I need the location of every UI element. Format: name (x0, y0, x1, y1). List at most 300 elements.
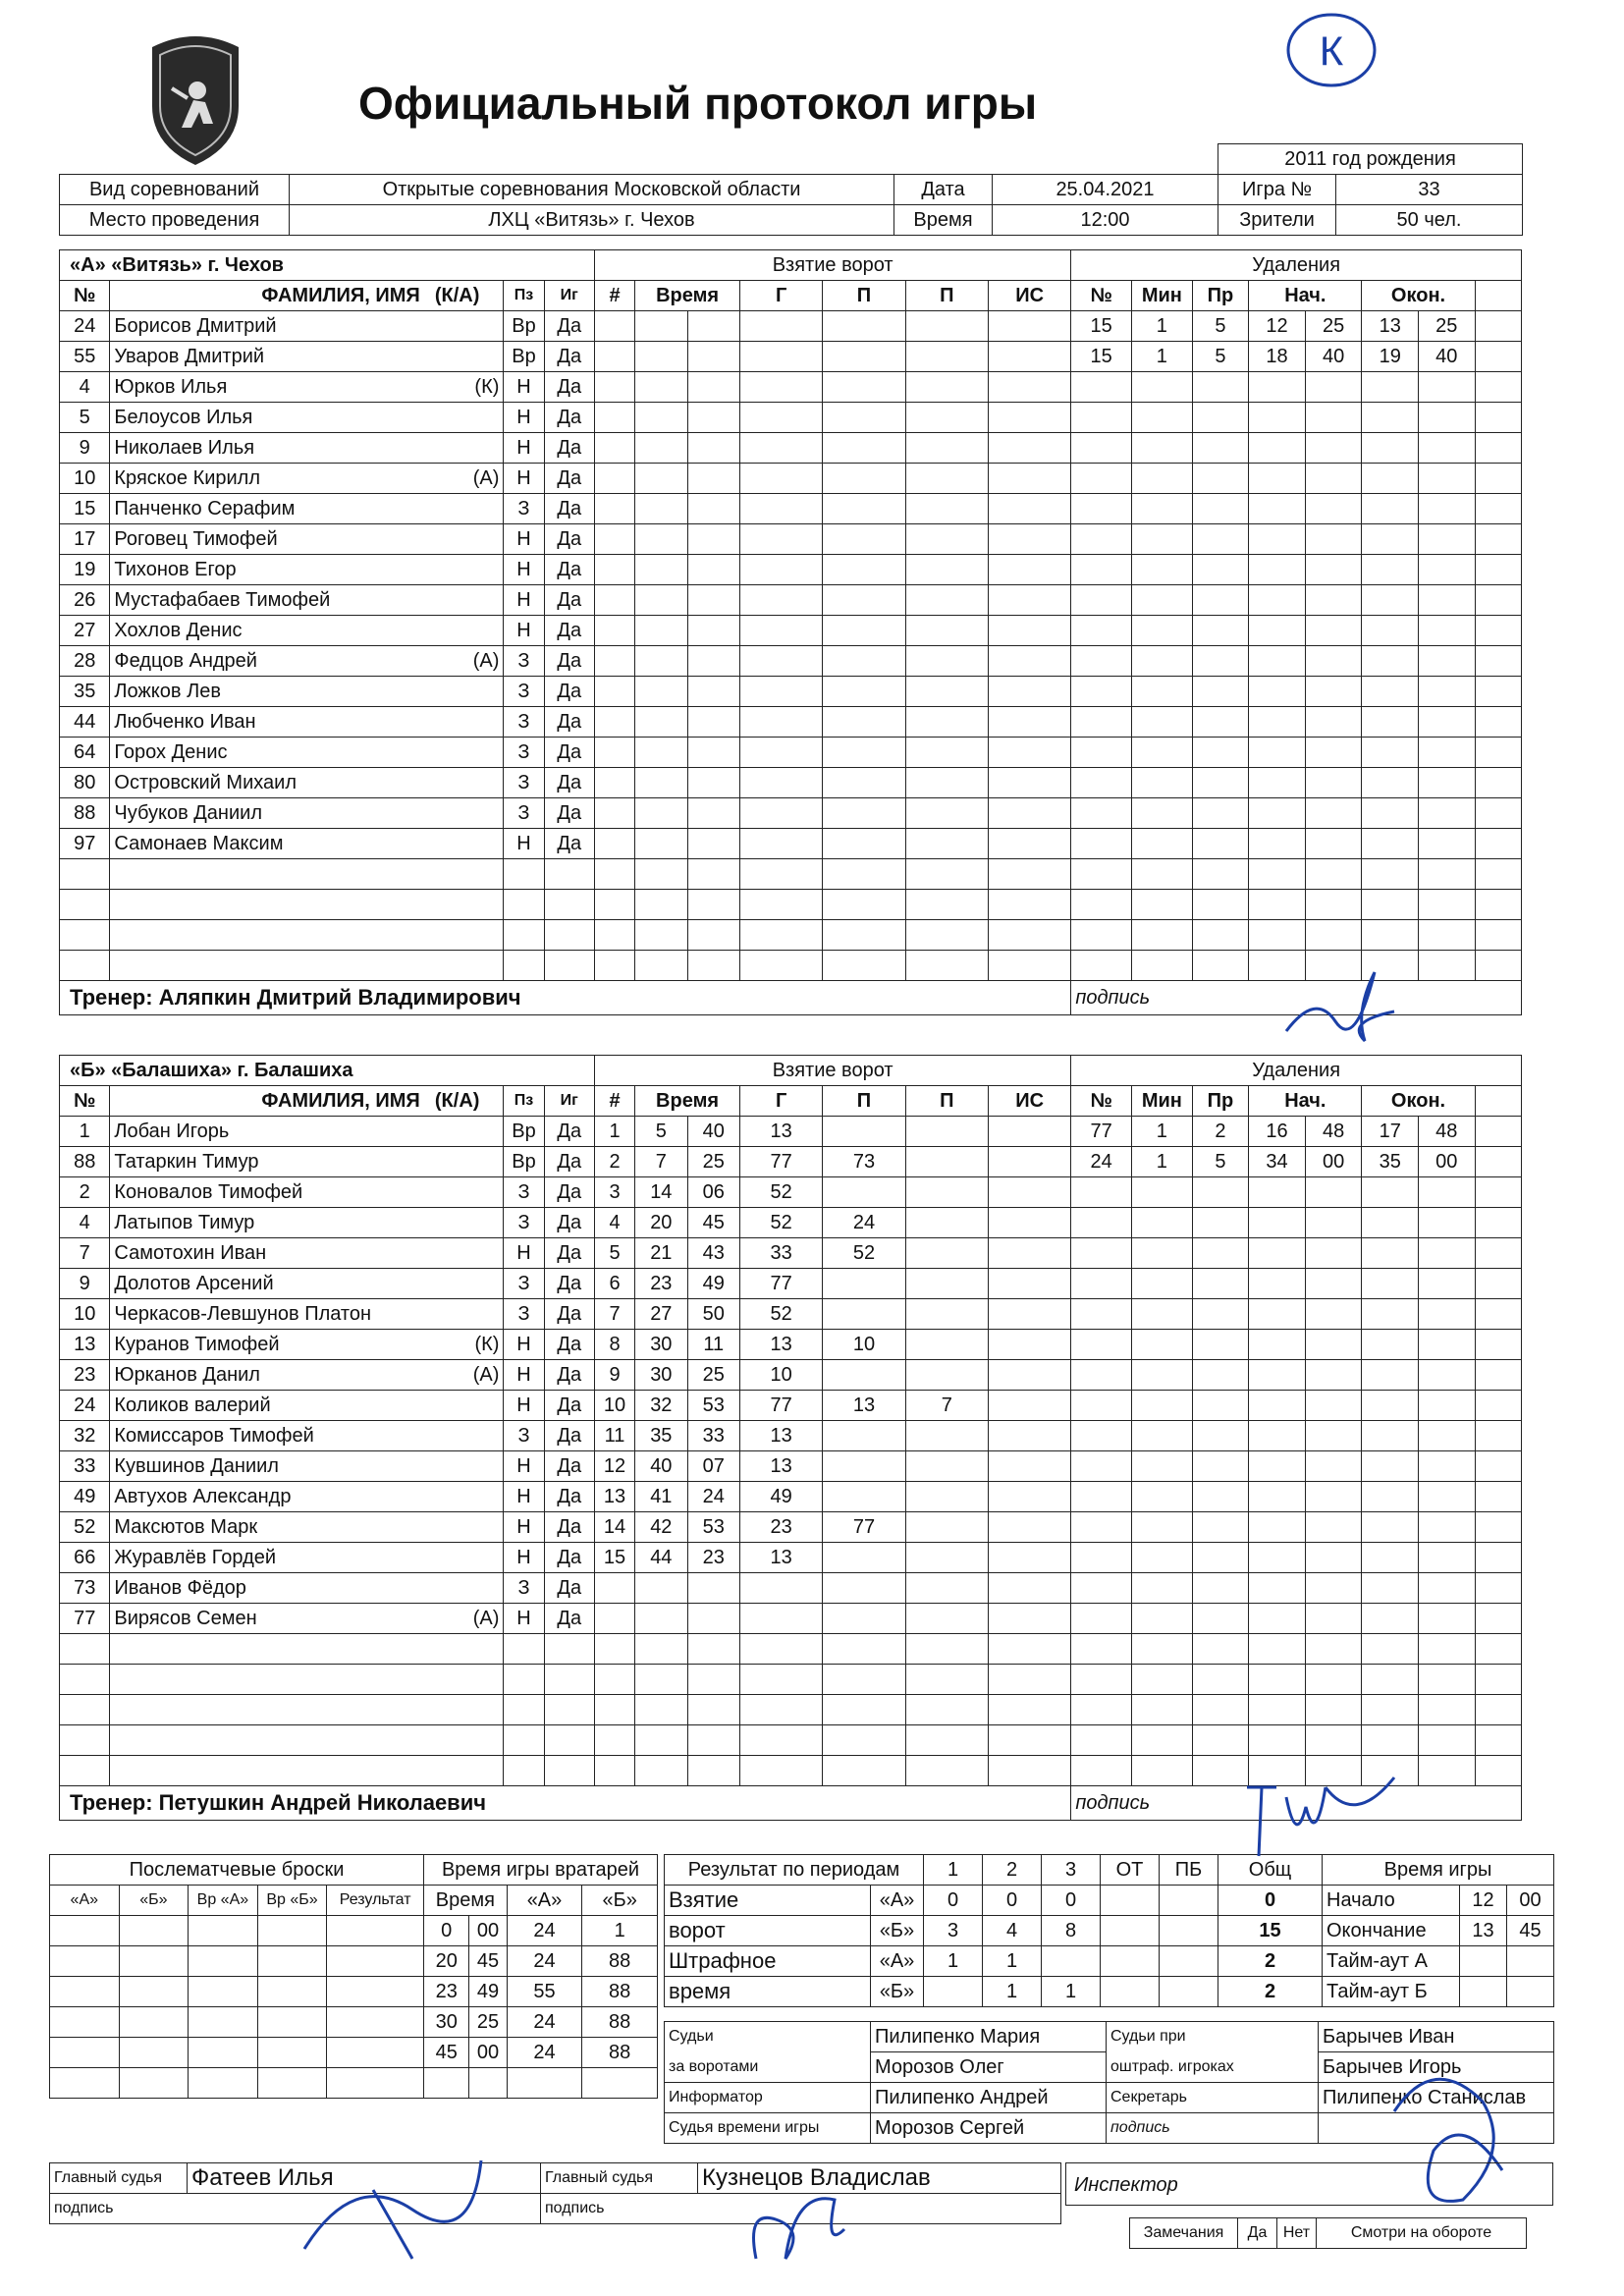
empty-cell (594, 920, 634, 951)
period-value: 1 (983, 1977, 1042, 2007)
player-position: Н (504, 524, 544, 555)
empty-cell (635, 1725, 687, 1756)
empty-cell (988, 1604, 1070, 1634)
table-row (60, 464, 1522, 494)
player-played: Да (544, 524, 594, 555)
empty-cell (1192, 403, 1249, 433)
goal-second: 07 (687, 1451, 739, 1482)
empty-cell (1419, 403, 1476, 433)
table-row (60, 555, 1522, 585)
empty-cell (544, 1634, 594, 1665)
empty-cell (1249, 403, 1306, 433)
player-position: Н (504, 372, 544, 403)
empty-cell (1419, 951, 1476, 981)
period-value: 1 (924, 1946, 983, 1977)
period-value (1101, 1977, 1160, 2007)
goal-assist-2 (905, 1330, 988, 1360)
empty-cell (988, 1695, 1070, 1725)
empty-cell (740, 829, 823, 859)
empty-cell (1192, 616, 1249, 646)
player-role: (К) (474, 1334, 500, 1355)
pen-judges-label-2: оштраф. игроках (1107, 2052, 1319, 2083)
goal-number: 1 (594, 1117, 634, 1147)
col-assist-2: П (905, 281, 988, 311)
empty-cell (1071, 494, 1132, 524)
empty-cell (594, 707, 634, 738)
goal-second: 50 (687, 1299, 739, 1330)
empty-cell (823, 494, 905, 524)
empty-cell (635, 768, 687, 798)
empty-cell (1192, 646, 1249, 677)
empty-cell (1475, 951, 1521, 981)
empty-cell (257, 1977, 327, 2007)
empty-cell (1071, 1695, 1132, 1725)
gk-minute: 20 (424, 1946, 469, 1977)
empty-cell (1419, 768, 1476, 798)
pen-start-min: 16 (1249, 1117, 1306, 1147)
chief-judge-2: Кузнецов Владислав (698, 2163, 1061, 2194)
player-name-cell (110, 585, 504, 616)
player-name: Борисов Дмитрий (114, 315, 277, 337)
empty-cell (424, 2068, 469, 2099)
empty-cell (988, 920, 1070, 951)
empty-cell (687, 677, 739, 707)
goal-judge-1: Пилипенко Мария (871, 2022, 1107, 2052)
player-number: 73 (60, 1573, 110, 1604)
empty-cell (905, 524, 988, 555)
empty-cell (1362, 859, 1419, 890)
empty-cell (1475, 829, 1521, 859)
table-row (60, 494, 1522, 524)
goal-number: 12 (594, 1451, 634, 1482)
empty-cell (687, 494, 739, 524)
player-played: Да (544, 1573, 594, 1604)
empty-cell (1249, 1330, 1306, 1360)
see-back: Смотри на обороте (1317, 2218, 1527, 2249)
goal-minute: 7 (635, 1147, 687, 1177)
player-position: Вр (504, 1117, 544, 1147)
goal-is (988, 1208, 1070, 1238)
empty-cell (635, 738, 687, 768)
goal-number: 10 (594, 1391, 634, 1421)
goal-assist-2 (905, 1238, 988, 1269)
empty-cell (823, 920, 905, 951)
empty-cell (1249, 768, 1306, 798)
empty-cell (544, 1695, 594, 1725)
game-time-table (1322, 1854, 1554, 2007)
empty-cell (1132, 1634, 1193, 1665)
empty-cell (60, 890, 110, 920)
empty-cell (60, 859, 110, 890)
empty-cell (1362, 1360, 1419, 1391)
empty-cell (1419, 1482, 1476, 1512)
empty-cell (1475, 1421, 1521, 1451)
empty-cell (594, 585, 634, 616)
empty-cell (1249, 707, 1306, 738)
player-name-cell (110, 1482, 504, 1512)
empty-cell (905, 555, 988, 585)
pen-end-sec: 40 (1419, 342, 1476, 372)
empty-cell (582, 2068, 658, 2099)
empty-cell (327, 2068, 424, 2099)
empty-cell (988, 646, 1070, 677)
empty-cell (1475, 798, 1521, 829)
goal-assist-1 (823, 1543, 905, 1573)
col-pen-min: Мин (1132, 1086, 1193, 1117)
table-row (60, 433, 1522, 464)
empty-cell (1132, 646, 1193, 677)
empty-cell (504, 1756, 544, 1786)
date-label: Дата (894, 175, 993, 205)
empty-cell (1192, 555, 1249, 585)
empty-cell (635, 1665, 687, 1695)
empty-cell (1305, 1421, 1362, 1451)
player-name: Белоусов Илья (114, 407, 253, 428)
empty-cell (823, 555, 905, 585)
empty-cell (110, 1756, 504, 1786)
empty-cell (905, 798, 988, 829)
empty-cell (905, 1725, 988, 1756)
coach-sign-label: подпись (1071, 981, 1522, 1015)
player-name-cell (110, 616, 504, 646)
col-pen-num: № (1071, 281, 1132, 311)
empty-cell (1305, 1512, 1362, 1543)
empty-cell (635, 585, 687, 616)
empty-cell (1132, 1421, 1193, 1451)
table-row (60, 1512, 1522, 1543)
table-row (60, 890, 1522, 920)
player-played: Да (544, 1543, 594, 1573)
player-name-cell (110, 494, 504, 524)
empty-cell (687, 646, 739, 677)
table-row (60, 1360, 1522, 1391)
player-number: 4 (60, 1208, 110, 1238)
player-played: Да (544, 1451, 594, 1482)
empty-cell (635, 433, 687, 464)
player-position: З (504, 1208, 544, 1238)
player-name: Николаев Илья (114, 437, 255, 459)
goal-number: 4 (594, 1208, 634, 1238)
player-name: Вирясов Семен (114, 1608, 257, 1629)
empty-cell (988, 707, 1070, 738)
empty-cell (823, 372, 905, 403)
header-table (59, 143, 1523, 236)
goal-scorer: 77 (740, 1269, 823, 1299)
empty-cell (1071, 829, 1132, 859)
empty-cell (905, 494, 988, 524)
empty-cell (1305, 859, 1362, 890)
goal-number: 8 (594, 1330, 634, 1360)
empty-cell (1475, 494, 1521, 524)
empty-cell (1071, 1451, 1132, 1482)
pen-start-min: 18 (1249, 342, 1306, 372)
goal-minute: 14 (635, 1177, 687, 1208)
empty-cell (988, 738, 1070, 768)
empty-cell (1475, 1482, 1521, 1512)
period-value (1160, 1977, 1218, 2007)
player-played: Да (544, 768, 594, 798)
empty-cell (988, 342, 1070, 372)
empty-cell (1362, 524, 1419, 555)
empty-cell (1132, 1330, 1193, 1360)
empty-cell (469, 2068, 507, 2099)
player-position: З (504, 1421, 544, 1451)
empty-cell (1132, 1269, 1193, 1299)
table-row (60, 403, 1522, 433)
goal-minute: 21 (635, 1238, 687, 1269)
empty-cell (594, 494, 634, 524)
empty-cell (1362, 1421, 1419, 1451)
empty-cell (1071, 1725, 1132, 1756)
empty-cell (1249, 1269, 1306, 1299)
player-played: Да (544, 1604, 594, 1634)
player-played: Да (544, 1117, 594, 1147)
gk-a: 24 (507, 1946, 582, 1977)
empty-cell (1362, 1177, 1419, 1208)
goal-assist-2 (905, 1482, 988, 1512)
player-position: Вр (504, 311, 544, 342)
col-goal-no: # (594, 281, 634, 311)
empty-cell (1475, 1634, 1521, 1665)
empty-cell (988, 555, 1070, 585)
empty-cell (740, 1573, 823, 1604)
empty-cell (1249, 677, 1306, 707)
officials-table (664, 2021, 1554, 2144)
table-row (60, 1330, 1522, 1360)
empty-cell (1419, 1665, 1476, 1695)
empty-cell (1249, 616, 1306, 646)
empty-cell (635, 524, 687, 555)
empty-cell (189, 1946, 258, 1977)
empty-cell (1132, 1695, 1193, 1725)
player-position: Н (504, 585, 544, 616)
empty-cell (1071, 798, 1132, 829)
player-position: З (504, 1299, 544, 1330)
empty-cell (1475, 1604, 1521, 1634)
row-team: «А» (871, 1886, 924, 1916)
empty-cell (1419, 1269, 1476, 1299)
goal-number: 7 (594, 1299, 634, 1330)
empty-cell (1475, 1451, 1521, 1482)
empty-cell (687, 738, 739, 768)
goal-second: 11 (687, 1330, 739, 1360)
empty-cell (635, 829, 687, 859)
gk-col-b: «Б» (582, 1886, 658, 1916)
pen-reason: 5 (1192, 1147, 1249, 1177)
player-number: 32 (60, 1421, 110, 1451)
empty-cell (594, 1756, 634, 1786)
periods-table (664, 1854, 1323, 2007)
informer-label: Информатор (665, 2083, 871, 2113)
empty-cell (1362, 1269, 1419, 1299)
goal-second: 40 (687, 1117, 739, 1147)
empty-cell (1362, 616, 1419, 646)
empty-cell (823, 1665, 905, 1695)
empty-cell (635, 707, 687, 738)
goal-assist-2 (905, 1147, 988, 1177)
table-row (60, 1695, 1522, 1725)
empty-cell (1507, 1946, 1554, 1977)
player-role: (А) (472, 1608, 500, 1629)
remarks-no: Нет (1277, 2218, 1317, 2249)
goal-scorer: 13 (740, 1421, 823, 1451)
table-row (60, 1208, 1522, 1238)
empty-cell (50, 2007, 120, 2038)
gk-a: 24 (507, 1916, 582, 1946)
empty-cell (119, 1916, 189, 1946)
empty-cell (1475, 433, 1521, 464)
empty-cell (635, 616, 687, 646)
col-goal-scorer: Г (740, 281, 823, 311)
table-row (60, 1421, 1522, 1451)
empty-cell (740, 920, 823, 951)
empty-cell (1305, 433, 1362, 464)
row-label: Штрафное (665, 1946, 871, 1977)
pen-judge-2: Барычев Игорь (1319, 2052, 1554, 2083)
pen-number: 15 (1071, 311, 1132, 342)
empty-cell (1249, 1238, 1306, 1269)
empty-cell (635, 1756, 687, 1786)
empty-cell (687, 1665, 739, 1695)
empty-cell (988, 464, 1070, 494)
empty-cell (905, 1604, 988, 1634)
empty-cell (1305, 1695, 1362, 1725)
table-row (60, 920, 1522, 951)
empty-cell (594, 798, 634, 829)
empty-cell (1249, 494, 1306, 524)
empty-cell (257, 2068, 327, 2099)
goal-second: 23 (687, 1543, 739, 1573)
player-played: Да (544, 494, 594, 524)
empty-cell (740, 555, 823, 585)
empty-cell (544, 920, 594, 951)
empty-cell (1362, 1451, 1419, 1482)
chief-judge-2-label: Главный судья (541, 2163, 698, 2194)
empty-cell (740, 464, 823, 494)
table-row (50, 2038, 658, 2068)
empty-cell (1192, 1543, 1249, 1573)
empty-cell (823, 951, 905, 981)
empty-cell (1362, 1573, 1419, 1604)
player-name: Островский Михаил (114, 772, 297, 793)
goal-number: 6 (594, 1269, 634, 1299)
goal-is (988, 1360, 1070, 1391)
table-row (60, 1177, 1522, 1208)
empty-cell (1132, 707, 1193, 738)
empty-cell (1305, 494, 1362, 524)
player-played: Да (544, 1512, 594, 1543)
table-row (60, 1147, 1522, 1177)
empty-cell (823, 585, 905, 616)
player-name: Долотов Арсений (114, 1273, 274, 1294)
empty-cell (1071, 951, 1132, 981)
secretary-name: Пилипенко Станислав (1319, 2083, 1554, 2113)
col-goal-no: # (594, 1086, 634, 1117)
empty-cell (905, 768, 988, 798)
period-value (1160, 1886, 1218, 1916)
empty-cell (544, 1756, 594, 1786)
empty-cell (905, 920, 988, 951)
empty-cell (1362, 494, 1419, 524)
empty-cell (1071, 1665, 1132, 1695)
empty-cell (1192, 1634, 1249, 1665)
empty-cell (1192, 1451, 1249, 1482)
player-played: Да (544, 1147, 594, 1177)
goal-number: 15 (594, 1543, 634, 1573)
col-ka: (К/А) (434, 1090, 480, 1112)
table-row (60, 646, 1522, 677)
chief-judges-table (49, 2162, 1061, 2224)
gk-minute: 30 (424, 2007, 469, 2038)
player-name-cell (110, 1177, 504, 1208)
player-played: Да (544, 1269, 594, 1299)
empty-cell (50, 1916, 120, 1946)
goal-number: 9 (594, 1360, 634, 1391)
empty-cell (110, 1634, 504, 1665)
empty-cell (50, 1946, 120, 1977)
gk-second: 00 (469, 2038, 507, 2068)
empty-cell (1419, 1238, 1476, 1269)
empty-cell (988, 951, 1070, 981)
goal-is (988, 1482, 1070, 1512)
stamp-letter: К (1319, 27, 1344, 74)
penalties-header: Удаления (1071, 250, 1522, 281)
goal-assist-1 (823, 1482, 905, 1512)
empty-cell (1071, 1573, 1132, 1604)
empty-cell (60, 1665, 110, 1695)
player-number: 66 (60, 1543, 110, 1573)
empty-cell (905, 342, 988, 372)
gk-b: 1 (582, 1916, 658, 1946)
goal-assist-1 (823, 1177, 905, 1208)
timekeeper-label: Судья времени игры (665, 2113, 871, 2144)
empty-cell (1132, 1725, 1193, 1756)
table-row (60, 1634, 1522, 1665)
empty-cell (1419, 1543, 1476, 1573)
empty-cell (687, 403, 739, 433)
empty-cell (823, 1634, 905, 1665)
player-name: Тихонов Егор (114, 559, 237, 580)
empty-cell (1475, 738, 1521, 768)
goal-assist-1: 10 (823, 1330, 905, 1360)
pen-end-sec: 00 (1419, 1147, 1476, 1177)
empty-cell (1192, 1391, 1249, 1421)
empty-cell (1071, 646, 1132, 677)
table-row (60, 311, 1522, 342)
empty-cell (594, 403, 634, 433)
goal-assist-1: 13 (823, 1391, 905, 1421)
table-row (60, 524, 1522, 555)
player-played: Да (544, 585, 594, 616)
empty-cell (110, 1695, 504, 1725)
empty-cell (189, 1977, 258, 2007)
team-b-block (59, 1055, 1522, 1821)
empty-cell (189, 2007, 258, 2038)
empty-cell (1362, 646, 1419, 677)
col-ig: Иг (544, 1086, 594, 1117)
player-position: Н (504, 1330, 544, 1360)
empty-cell (1362, 1543, 1419, 1573)
player-position: Н (504, 1482, 544, 1512)
player-number: 10 (60, 464, 110, 494)
shootout-col-4: Результат (327, 1886, 424, 1916)
player-number: 9 (60, 433, 110, 464)
empty-cell (1475, 707, 1521, 738)
empty-cell (1362, 1208, 1419, 1238)
col-name-label: ФАМИЛИЯ, ИМЯ (261, 285, 420, 306)
pen-number: 15 (1071, 342, 1132, 372)
period-value: 15 (1218, 1916, 1323, 1946)
